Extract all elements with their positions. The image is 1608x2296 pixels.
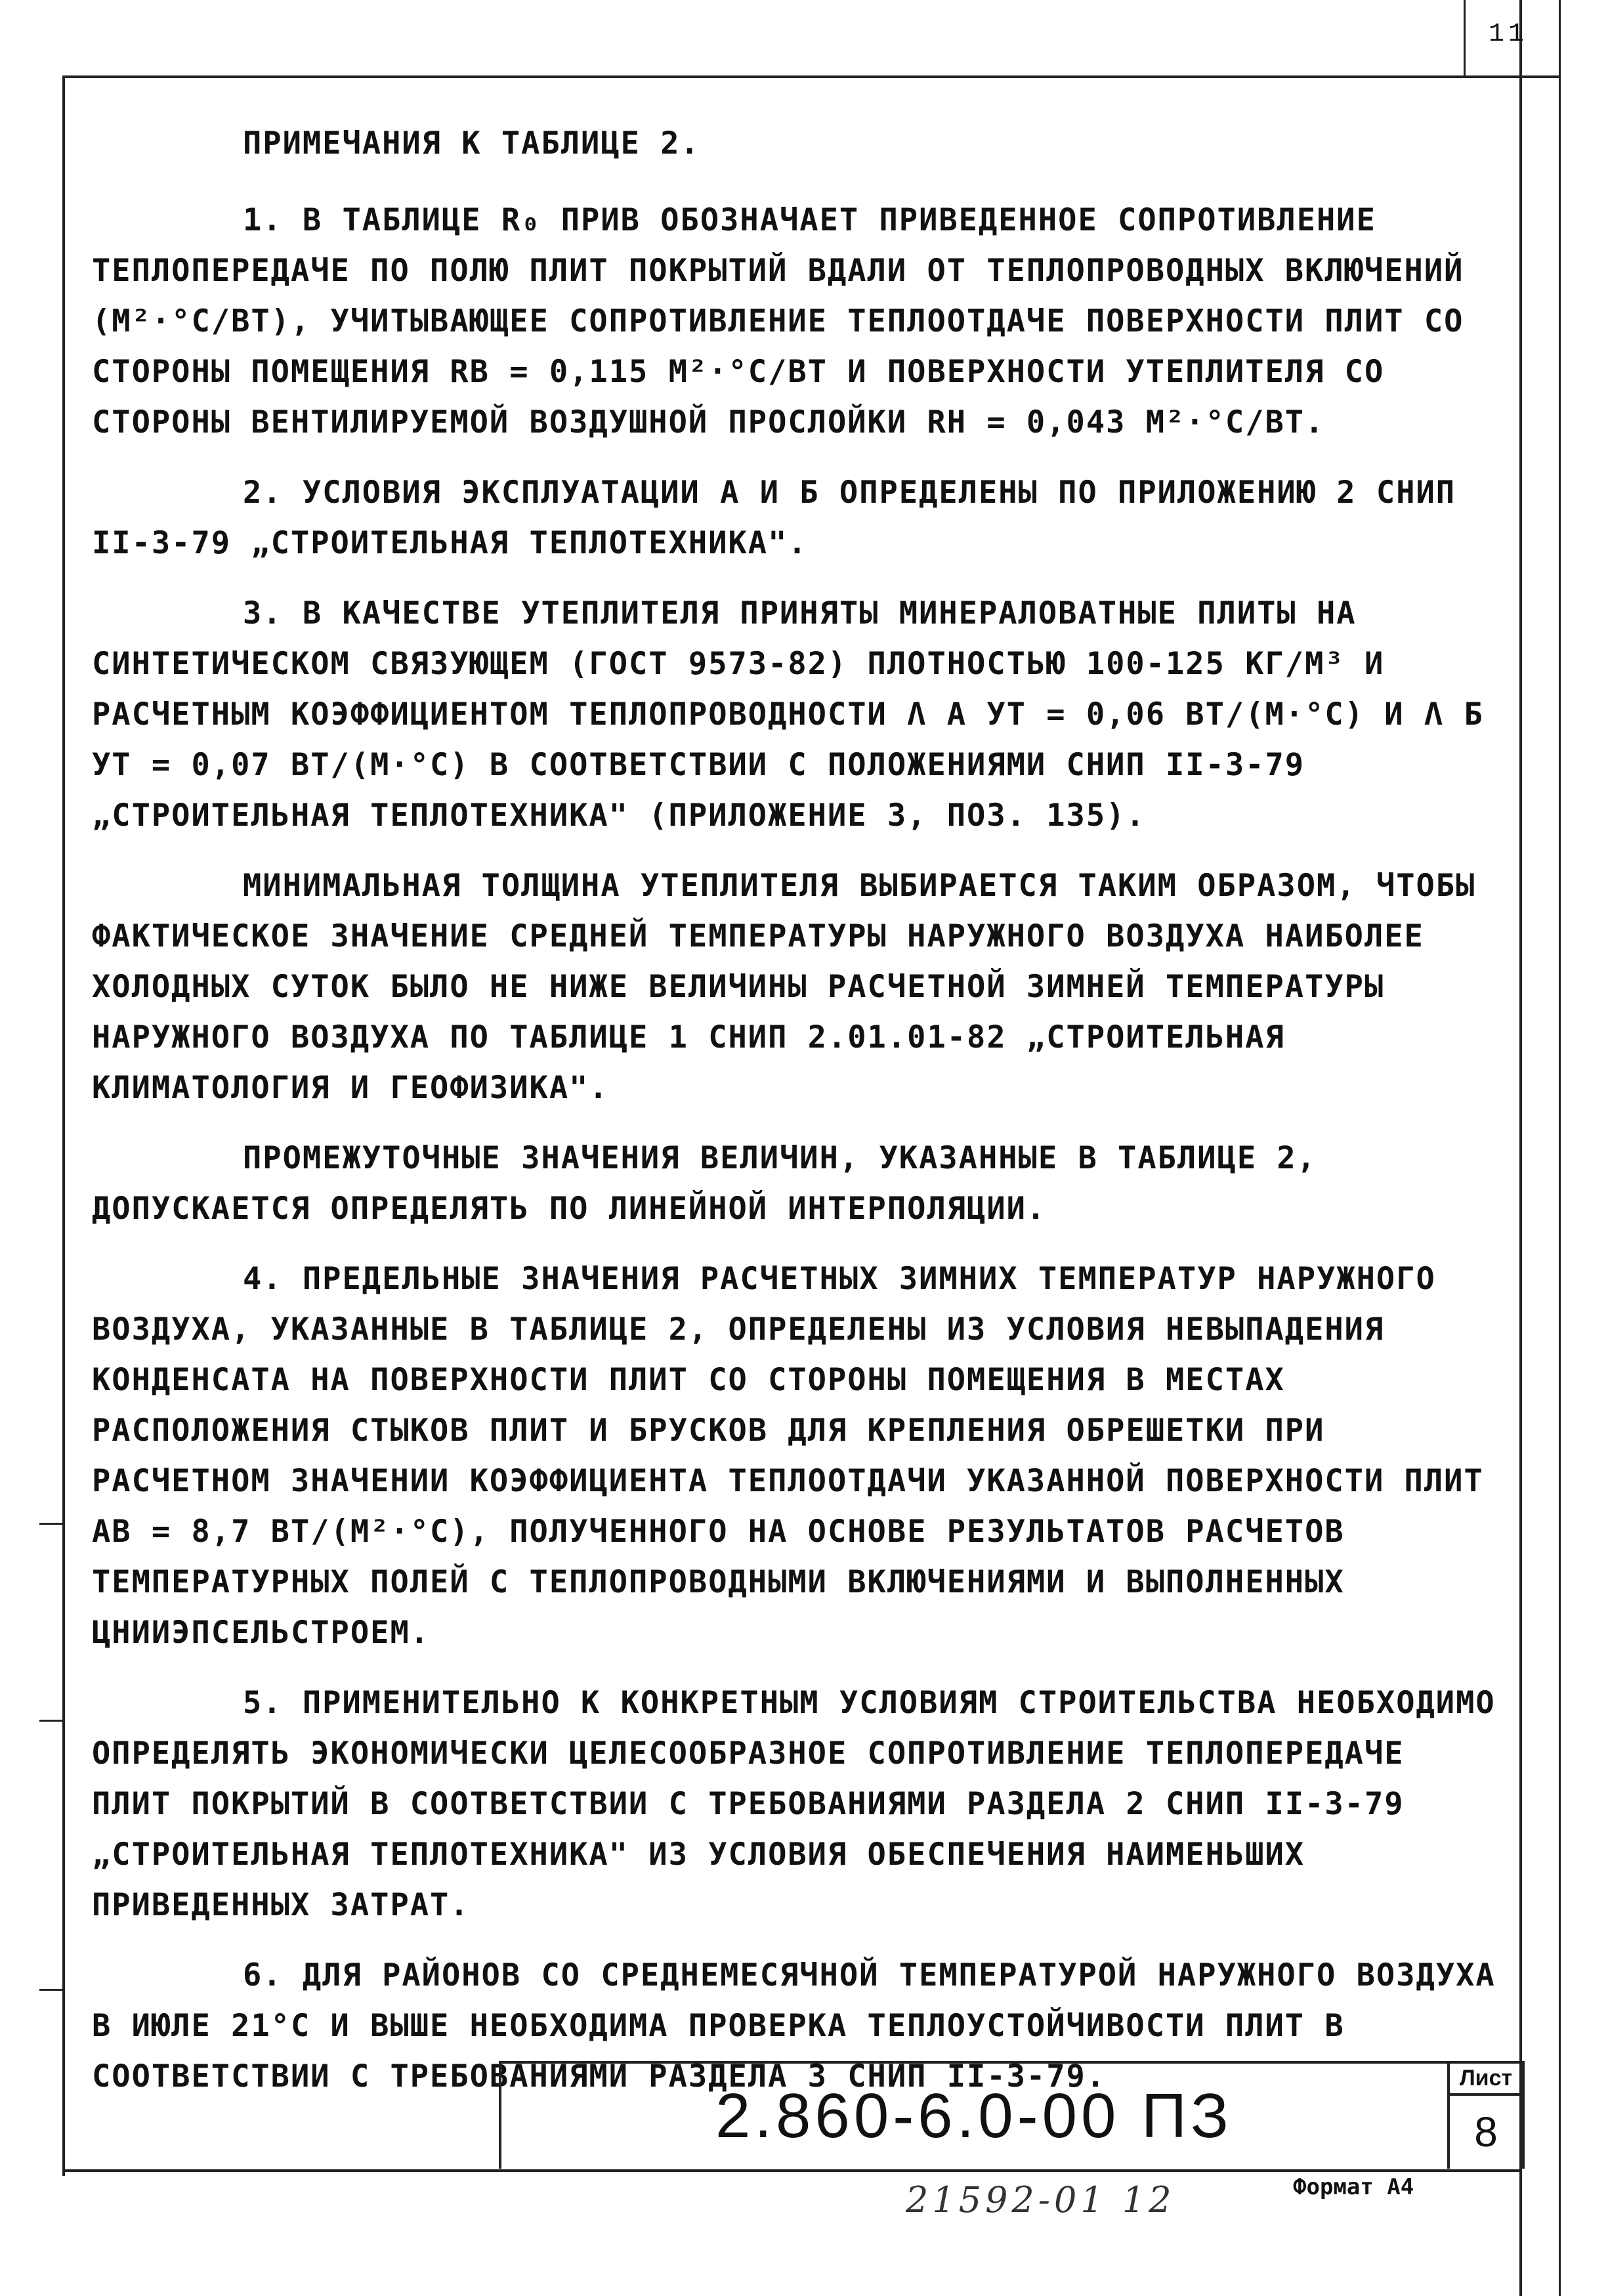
note-1: 1. В ТАБЛИЦЕ R₀ ПРИВ ОБОЗНАЧАЕТ ПРИВЕДЕННОЕ СОПРОТИВЛЕНИЕ ТЕПЛОПЕРЕДАЧЕ ПО ПОЛЮ ПЛИТ ПОКРЫТИЙ ВДАЛИ ОТ ТЕПЛОПРОВОДНЫХ ВКЛЮЧЕНИЙ (М²·°С/ВТ), УЧИТЫВАЮЩЕЕ СОПРОТИВЛЕНИЕ ТЕПЛООТДАЧЕ ПОВЕРХНОСТИ ПЛИТ СО СТОРОНЫ ПОМЕЩЕНИЯ RВ = 0,115 М²·°С/ВТ И ПОВЕРХНОСТИ УТЕПЛИТЕЛЯ СО СТОРОНЫ ВЕНТИЛИРУЕМОЙ ВОЗДУШНОЙ ПРОСЛОЙКИ RН = 0,043 М²·°С/ВТ. — [92, 202, 1464, 440]
page-mark: 11 — [1489, 20, 1529, 49]
margin-tick — [39, 1720, 63, 1722]
sheet-box — [1447, 2064, 1522, 2169]
frame-bottom-line — [62, 2169, 1521, 2172]
frame-outer-right-line — [1559, 0, 1561, 2296]
inventory-number: 21592-01 12 — [906, 2179, 1175, 2221]
title-block — [499, 2061, 1525, 2169]
sheet-label: Лист — [1450, 2064, 1522, 2096]
frame-left-line — [62, 75, 65, 2176]
document-code: 2.860-6.0-00 ПЗ — [715, 2081, 1233, 2151]
notes-heading: ПРИМЕЧАНИЯ К ТАБЛИЦЕ 2. — [243, 125, 700, 161]
format-label: Формат А4 — [1293, 2174, 1414, 2200]
notes-body — [92, 118, 1503, 2121]
sheet-number: 8 — [1474, 2108, 1498, 2156]
margin-tick — [39, 1523, 63, 1525]
note-3-min-thickness: МИНИМАЛЬНАЯ ТОЛЩИНА УТЕПЛИТЕЛЯ ВЫБИРАЕТСЯ ТАКИМ ОБРАЗОМ, ЧТОБЫ ФАКТИЧЕСКОЕ ЗНАЧЕНИЕ СРЕДНЕЙ ТЕМПЕРАТУРЫ НАРУЖНОГО ВОЗДУХА НАИБОЛЕЕ ХОЛОДНЫХ СУТОК БЫЛО НЕ НИЖЕ ВЕЛИЧИНЫ РАСЧЕТНОЙ ЗИМНЕЙ ТЕМПЕРАТУРЫ НАРУЖНОГО ВОЗДУХА ПО ТАБЛИЦЕ 1 СНИП 2.01.01-82 „СТРОИТЕЛЬНАЯ КЛИМАТОЛОГИЯ И ГЕОФИЗИКА". — [92, 868, 1476, 1106]
margin-tick — [39, 1989, 63, 1991]
note-3: 3. В КАЧЕСТВЕ УТЕПЛИТЕЛЯ ПРИНЯТЫ МИНЕРАЛОВАТНЫЕ ПЛИТЫ НА СИНТЕТИЧЕСКОМ СВЯЗУЮЩЕМ (ГОСТ 9573-82) ПЛОТНОСТЬЮ 100-125 КГ/М³ И РАСЧЕТНЫМ КОЭФФИЦИЕНТОМ ТЕПЛОПРОВОДНОСТИ Λ А УТ = 0,06 ВТ/(М·°С) И Λ Б УТ = 0,07 ВТ/(М·°С) В СООТВЕТСТВИИ С ПОЛОЖЕНИЯМИ СНИП II-3-79 „СТРОИТЕЛЬНАЯ ТЕПЛОТЕХНИКА" (ПРИЛОЖЕНИЕ 3, ПОЗ. 135). — [92, 595, 1484, 834]
note-4: 4. ПРЕДЕЛЬНЫЕ ЗНАЧЕНИЯ РАСЧЕТНЫХ ЗИМНИХ ТЕМПЕРАТУР НАРУЖНОГО ВОЗДУХА, УКАЗАННЫЕ В ТАБЛИЦЕ 2, ОПРЕДЕЛЕНЫ ИЗ УСЛОВИЯ НЕВЫПАДЕНИЯ КОНДЕНСАТА НА ПОВЕРХНОСТИ ПЛИТ СО СТОРОНЫ ПОМЕЩЕНИЯ В МЕСТАХ РАСПОЛОЖЕНИЯ СТЫКОВ ПЛИТ И БРУСКОВ ДЛЯ КРЕПЛЕНИЯ ОБРЕШЕТКИ ПРИ РАСЧЕТНОМ ЗНАЧЕНИИ КОЭФФИЦИЕНТА ТЕПЛООТДАЧИ УКАЗАННОЙ ПОВЕРХНОСТИ ПЛИТ ΑВ = 8,7 ВТ/(М²·°С), ПОЛУЧЕННОГО НА ОСНОВЕ РЕЗУЛЬТАТОВ РАСЧЕТОВ ТЕМПЕРАТУРНЫХ ПОЛЕЙ С ТЕПЛОПРОВОДНЫМИ ВКЛЮЧЕНИЯМИ И ВЫПОЛНЕННЫХ ЦНИИЭПСЕЛЬСТРОЕМ. — [92, 1261, 1484, 1651]
frame-top-line — [62, 75, 1559, 78]
note-2: 2. УСЛОВИЯ ЭКСПЛУАТАЦИИ А И Б ОПРЕДЕЛЕНЫ ПО ПРИЛОЖЕНИЮ 2 СНИП II-3-79 „СТРОИТЕЛЬНАЯ ТЕПЛОТЕХНИКА". — [92, 475, 1456, 561]
note-6: 6. ДЛЯ РАЙОНОВ СО СРЕДНЕМЕСЯЧНОЙ ТЕМПЕРАТУРОЙ НАРУЖНОГО ВОЗДУХА В ИЮЛЕ 21°С И ВЫШЕ НЕОБХОДИМА ПРОВЕРКА ТЕПЛОУСТОЙЧИВОСТИ ПЛИТ В СООТВЕТСТВИИ С ТРЕБОВАНИЯМИ РАЗДЕЛА 3 СНИП II-3-79. — [92, 1957, 1496, 2094]
frame-right-line — [1519, 0, 1522, 2296]
frame-top-tick — [1464, 0, 1466, 75]
note-5: 5. ПРИМЕНИТЕЛЬНО К КОНКРЕТНЫМ УСЛОВИЯМ СТРОИТЕЛЬСТВА НЕОБХОДИМО ОПРЕДЕЛЯТЬ ЭКОНОМИЧЕСКИ ЦЕЛЕСООБРАЗНОЕ СОПРОТИВЛЕНИЕ ТЕПЛОПЕРЕДАЧЕ ПЛИТ ПОКРЫТИЙ В СООТВЕТСТВИИ С ТРЕБОВАНИЯМИ РАЗДЕЛА 2 СНИП II-3-79 „СТРОИТЕЛЬНАЯ ТЕПЛОТЕХНИКА" ИЗ УСЛОВИЯ ОБЕСПЕЧЕНИЯ НАИМЕНЬШИХ ПРИВЕДЕННЫХ ЗАТРАТ. — [92, 1685, 1496, 1923]
note-3-interpolation: ПРОМЕЖУТОЧНЫЕ ЗНАЧЕНИЯ ВЕЛИЧИН, УКАЗАННЫЕ В ТАБЛИЦЕ 2, ДОПУСКАЕТСЯ ОПРЕДЕЛЯТЬ ПО ЛИНЕЙНОЙ ИНТЕРПОЛЯЦИИ. — [92, 1140, 1317, 1227]
